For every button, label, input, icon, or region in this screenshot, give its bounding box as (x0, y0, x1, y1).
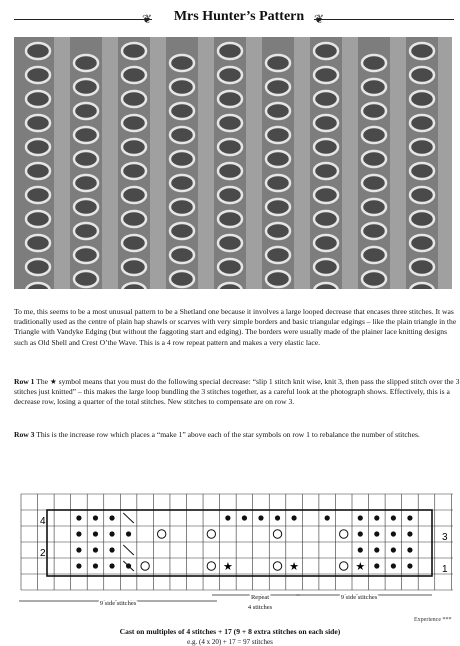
watermark-text: Experience *** (414, 617, 452, 623)
cast-on-example: e.g. (4 x 20) + 17 = 97 stitches (187, 638, 273, 646)
row3-text: This is the increase row which places a “make 1” above each of the star symbols on row 1 to rebalance the number of stitches. (34, 430, 420, 439)
row1-paragraph (14, 377, 460, 408)
side-left-label: 9 side stitches (99, 600, 137, 607)
row1-text-b: symbol means that you must do the following special decrease: “slip 1 stitch knit wise, knit 3, then pass the slipped stitch over the 3 stitches just knitted” – this makes the large loop bundling the 3 stitches together, as a careful look at the photograph shows. Effectively, this is a decrease row, losing a quarter of the total stitches. New stitches to compensate are on row 3. (14, 377, 460, 407)
lace-photo-image (14, 37, 452, 289)
row1-text-a: The (34, 377, 50, 386)
row-label-2: 2 (40, 548, 46, 559)
page-title: Mrs Hunter’s Pattern (173, 9, 305, 24)
row-label-4: 4 (40, 516, 46, 527)
svg-text:★: ★ (289, 561, 300, 573)
header-rule-right (314, 19, 454, 20)
row-label-1: 1 (442, 564, 448, 575)
repeat-count-label: 4 stitches (247, 604, 273, 611)
intro-paragraph: To me, this seems to be a most unusual pattern to be a Shetland one because it involves a large looped decrease that encases three stitches. It was traditionally used as the centre of plain hap shawls or scarves with very simple borders and basic triangular edgings – like the plain triangle in the Triangle with Vandyke Edging (but without the faggoting start and edging). The borders were usually made of the plainer lace knitting designs such as Old Shell and Crest O’the Wave. This is a 4 row repeat pattern and makes a very elastic lace. (14, 307, 457, 347)
repeat-label: Repeat (250, 594, 270, 601)
knitting-chart (14, 488, 460, 646)
knitting-chart-grid (14, 488, 460, 624)
lace-photograph (14, 37, 452, 289)
row-label-3: 3 (442, 532, 448, 543)
cast-on-instruction: Cast on multiples of 4 stitches + 17 (9 + 8 extra stitches on each side) (119, 627, 341, 636)
row3-label: Row 3 (14, 430, 35, 439)
flourish-left: ❦ (142, 12, 153, 26)
side-right-label: 9 side stitches (340, 594, 378, 601)
star-symbol-icon: ★ (49, 377, 57, 386)
header-rule-left (14, 19, 152, 20)
svg-text:★: ★ (355, 561, 366, 573)
page-header (14, 4, 454, 34)
row1-label: Row 1 (14, 377, 35, 386)
row3-paragraph (14, 430, 460, 440)
svg-text:★: ★ (222, 561, 233, 573)
flourish-right: ❦ (314, 12, 325, 26)
